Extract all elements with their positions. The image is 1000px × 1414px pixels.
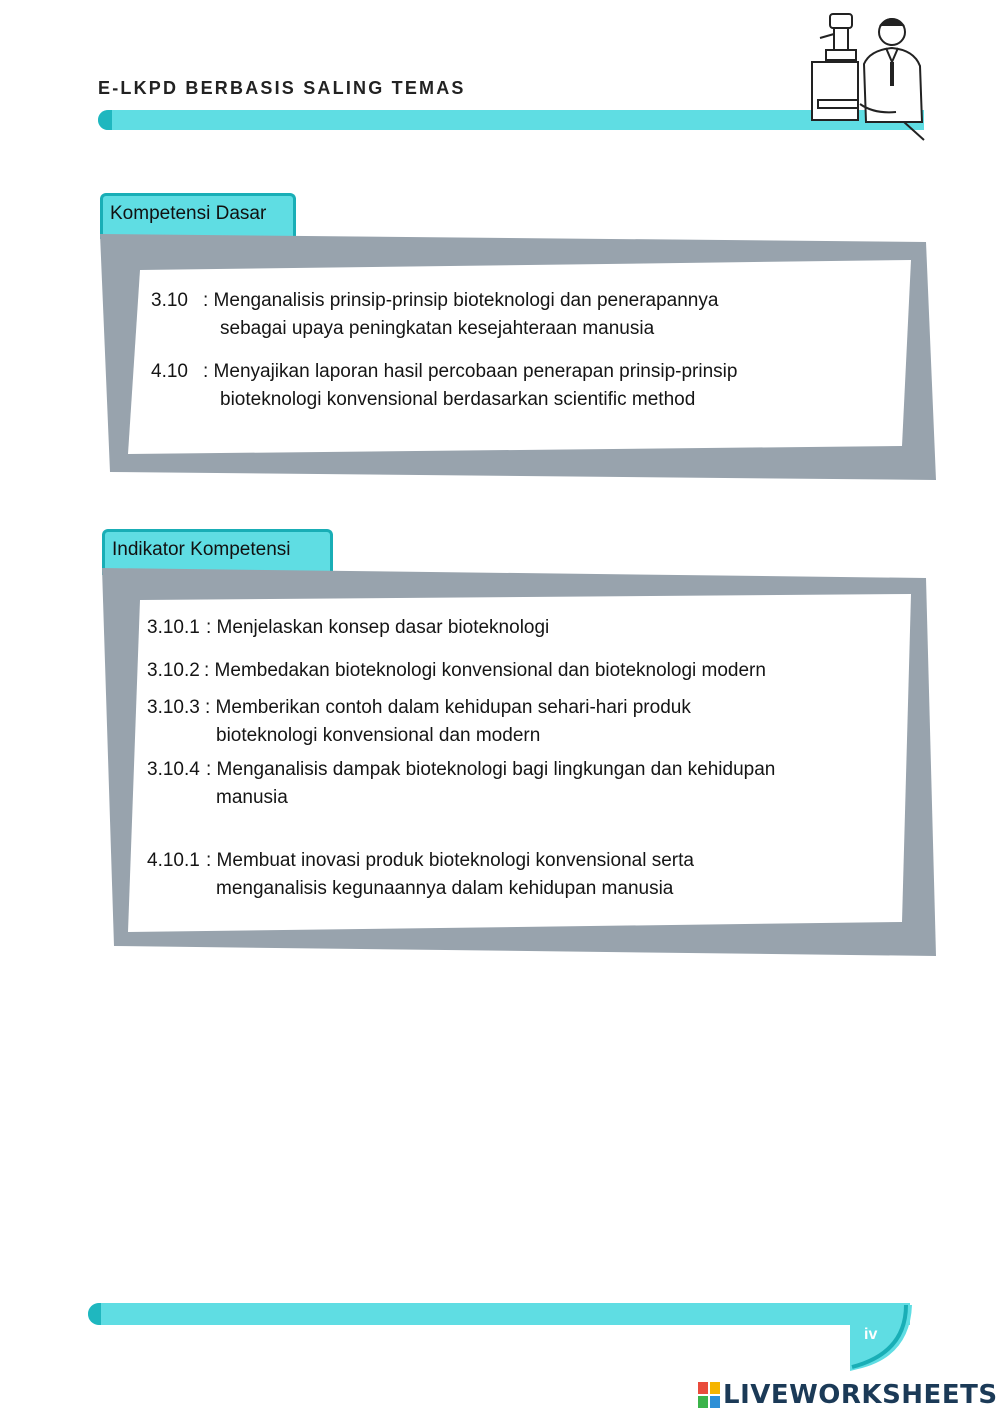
ik-item [147, 657, 766, 685]
page-number-badge [850, 1305, 912, 1371]
scientist-microscope-icon [800, 4, 930, 144]
indikator-kompetensi-tab-label: Indikator Kompetensi [112, 539, 291, 560]
kd-item [151, 358, 737, 414]
liveworksheets-watermark[interactable] [697, 1378, 998, 1412]
footer-divider-bar [88, 1303, 910, 1325]
ik-code: 3.10.3 [147, 697, 200, 718]
ik-desc-line1: : Menganalisis dampak bioteknologi bagi lingkungan dan kehidupan [206, 759, 776, 780]
ik-desc-line2: bioteknologi konvensional dan modern [216, 725, 541, 746]
ik-item [147, 756, 775, 812]
kd-code: 3.10 [151, 290, 188, 311]
ik-item [147, 694, 691, 750]
ik-code: 3.10.2 [147, 660, 200, 681]
kompetensi-dasar-tab-label: Kompetensi Dasar [110, 203, 267, 224]
ik-desc-line2: menganalisis kegunaannya dalam kehidupan manusia [216, 878, 674, 899]
header-divider-cap [98, 110, 112, 130]
ik-desc-line1: : Membedakan bioteknologi konvensional dan bioteknologi modern [204, 660, 766, 681]
ik-desc-line1: : Membuat inovasi produk bioteknologi konvensional serta [206, 850, 694, 871]
page-number: iv [864, 1326, 878, 1343]
kd-item [151, 287, 718, 343]
kompetensi-dasar-panel [96, 228, 940, 484]
kd-desc-line1: : Menganalisis prinsip-prinsip bioteknologi dan penerapannya [203, 290, 719, 311]
kd-desc-line2: bioteknologi konvensional berdasarkan scientific method [220, 389, 696, 410]
ik-desc-line1: : Menjelaskan konsep dasar bioteknologi [206, 617, 550, 638]
ik-desc-line2: manusia [216, 787, 288, 808]
kd-code: 4.10 [151, 361, 188, 382]
ik-desc-line1: : Memberikan contoh dalam kehidupan sehari-hari produk [205, 697, 691, 718]
kd-desc-line2: sebagai upaya peningkatan kesejahteraan manusia [220, 318, 655, 339]
footer-divider-cap [88, 1303, 101, 1325]
kd-desc-line1: : Menyajikan laporan hasil percobaan penerapan prinsip-prinsip [203, 361, 738, 382]
watermark-text: LIVEWORKSHEETS [723, 1380, 998, 1410]
ik-code: 3.10.4 [147, 759, 200, 780]
ik-code: 4.10.1 [147, 850, 200, 871]
liveworksheets-logo-icon [697, 1381, 721, 1409]
ik-item [147, 614, 549, 642]
document-header-title: E-LKPD BERBASIS SALING TEMAS [98, 78, 466, 98]
ik-code: 3.10.1 [147, 617, 200, 638]
ik-item [147, 847, 694, 903]
